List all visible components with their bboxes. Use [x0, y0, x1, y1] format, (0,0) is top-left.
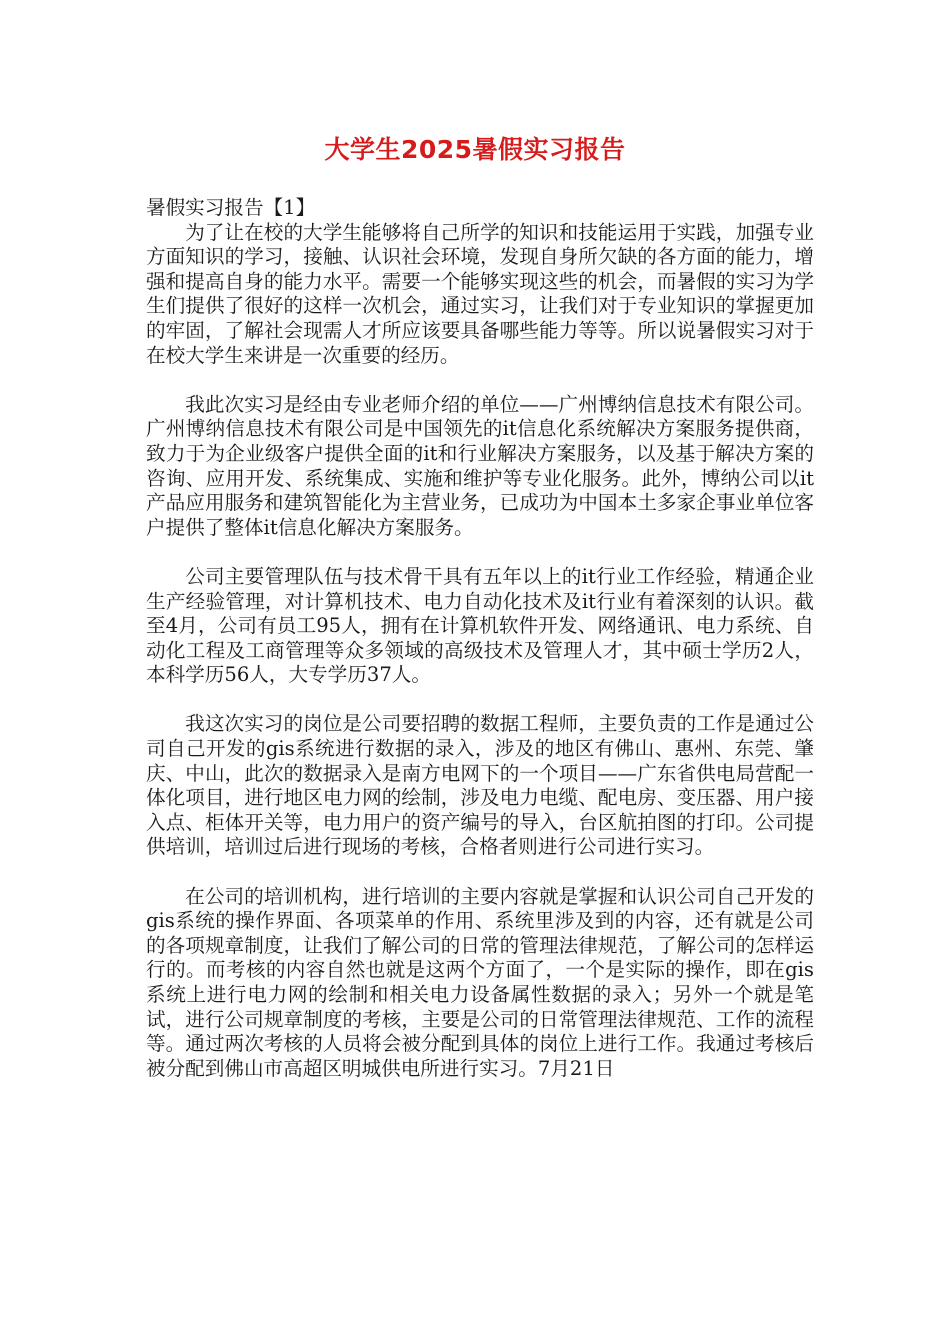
- paragraph-2: 我此次实习是经由专业老师介绍的单位——广州博纳信息技术有限公司。广州博纳信息技术有限公司是中国领先的it信息化系统解决方案服务提供商，致力于为企业级客户提供全面的it和行业解决方案服务，以及基于解决方案的咨询、应用开发、系统集成、实施和维护等专业化服务。此外，博纳公司以it产品应用服务和建筑智能化为主营业务，已成功为中国本土多家企事业单位客户提供了整体it信息化解决方案服务。: [146, 392, 814, 539]
- paragraph-5: 在公司的培训机构，进行培训的主要内容就是掌握和认识公司自己开发的gis系统的操作界面、各项菜单的作用、系统里涉及到的内容，还有就是公司的各项规章制度，让我们了解公司的日常的管理法律规范，了解公司的怎样运行的。而考核的内容自然也就是这两个方面了，一个是实际的操作，即在gis系统上进行电力网的绘制和相关电力设备属性数据的录入；另外一个就是笔试，进行公司规章制度的考核，主要是公司的日常管理法律规范、工作的流程等。通过两次考核的人员将会被分配到具体的岗位上进行工作。我通过考核后被分配到佛山市高超区明城供电所进行实习。7月21日: [146, 884, 814, 1080]
- document-body: [146, 196, 814, 1106]
- document-title: 大学生2025暑假实习报告: [324, 135, 626, 164]
- paragraph-4: 我这次实习的岗位是公司要招聘的数据工程师，主要负责的工作是通过公司自己开发的gis系统进行数据的录入，涉及的地区有佛山、惠州、东莞、肇庆、中山，此次的数据录入是南方电网下的一个项目——广东省供电局营配一体化项目，进行地区电力网的绘制，涉及电力电缆、配电房、变压器、用户接入点、柜体开关等，电力用户的资产编号的导入，台区航拍图的打印。公司提供培训，培训过后进行现场的考核，合格者则进行公司进行实习。: [146, 712, 814, 859]
- paragraph-3: 公司主要管理队伍与技术骨干具有五年以上的it行业工作经验，精通企业生产经验管理，对计算机技术、电力自动化技术及it行业有着深刻的认识。截至4月，公司有员工95人，拥有在计算机软件开发、网络通讯、电力系统、自动化工程及工商管理等众多领域的高级技术及管理人才，其中硕士学历2人，本科学历56人，大专学历37人。: [146, 564, 814, 687]
- paragraph-1: 为了让在校的大学生能够将自己所学的知识和技能运用于实践，加强专业方面知识的学习，接触、认识社会环境，发现自身所欠缺的各方面的能力，增强和提高自身的能力水平。需要一个能够实现这些的机会，而暑假的实习为学生们提供了很好的这样一次机会，通过实习，让我们对于专业知识的掌握更加的牢固，了解社会现需人才所应该要具备哪些能力等等。所以说暑假实习对于在校大学生来讲是一次重要的经历。: [146, 220, 814, 367]
- section-heading: 暑假实习报告【1】: [146, 196, 316, 219]
